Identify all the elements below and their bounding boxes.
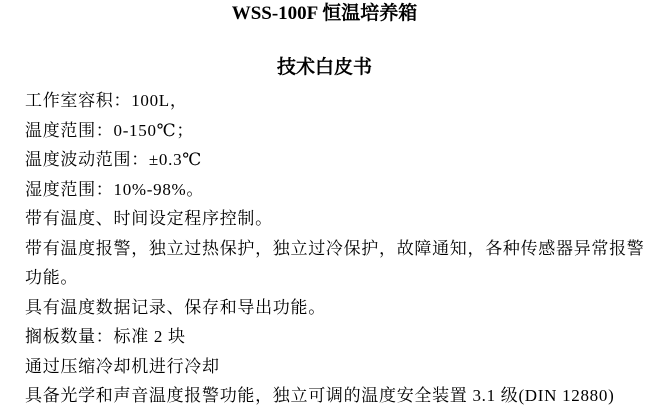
spec-line-volume: 工作室容积：100L，	[25, 91, 188, 110]
spec-line-safety-device: 具备光学和声音温度报警功能，独立可调的温度安全装置 3.1 级(DIN 12880)	[25, 386, 615, 405]
spec-line-data-logging: 具有温度数据记录、保存和导出功能。	[25, 297, 326, 317]
spec-line-temp-range: 温度范围：0-150℃；	[25, 120, 195, 140]
spec-line-compressor-cooling: 通过压缩冷却机进行冷却	[25, 356, 220, 376]
document-subtitle: 技术白皮书	[276, 57, 372, 78]
spec-line-temp-fluctuation: 温度波动范围：±0.3℃	[25, 150, 202, 169]
spec-list	[25, 86, 645, 411]
document-title: WSS-100F 恒温培养箱	[231, 3, 418, 24]
spec-line-humidity-range: 湿度范围：10%-98%。	[25, 179, 205, 199]
spec-line-program-control: 带有温度、时间设定程序控制。	[25, 209, 273, 228]
spec-line-shelf-count: 搁板数量：标准 2 块	[25, 327, 186, 346]
spec-line-alarm-protection: 带有温度报警，独立过热保护，独立过冷保护，故障通知，各种传感器异常报警功能。	[25, 238, 645, 287]
